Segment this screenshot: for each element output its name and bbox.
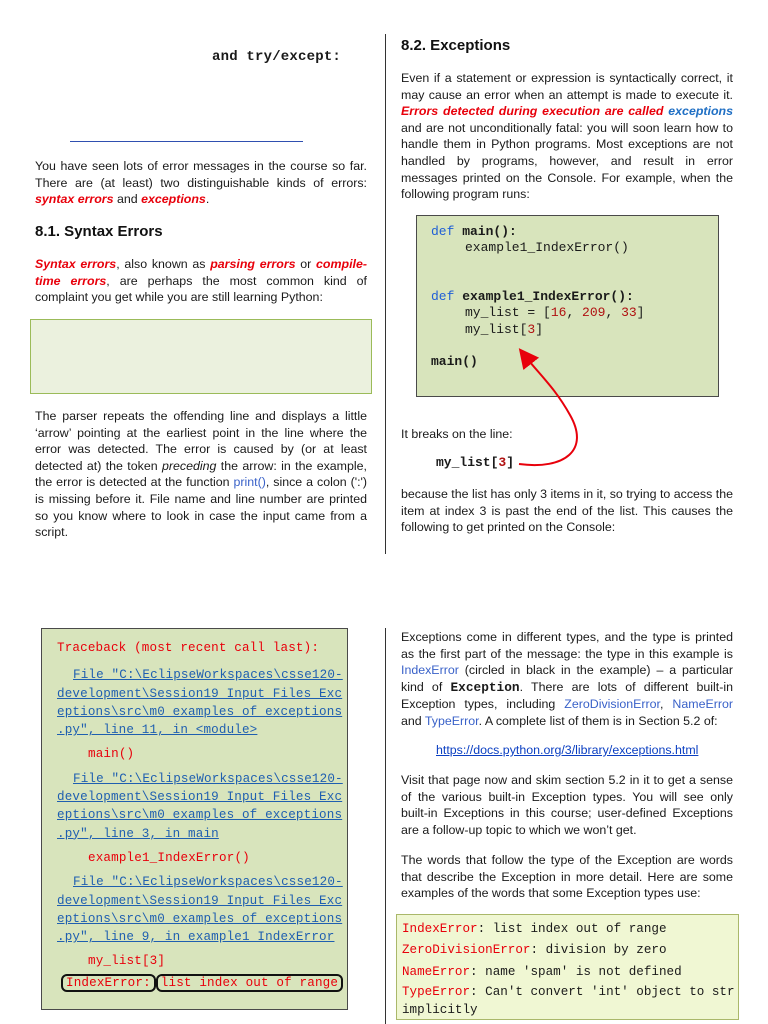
example-nameerror: NameError: name 'spam' is not defined — [402, 964, 682, 979]
column-divider-top — [385, 34, 386, 554]
syntax-errors-paragraph: Syntax errors, also known as parsing errors or compile-time errors, are perhaps the most common kind of complaint you get while you are still learning Python: — [35, 257, 367, 305]
traceback-file-link[interactable]: .py", line 3, in main — [57, 826, 219, 841]
traceback-error-line — [61, 974, 347, 992]
code-line-call-example: example1_IndexError() — [465, 240, 629, 256]
traceback-file-link[interactable]: File "C:\EclipseWorkspaces\csse120- — [73, 875, 343, 890]
syntax-example-box — [30, 319, 372, 394]
visit-page-paragraph: Visit that page now and skim section 5.2 in it to get a sense of the various built-in Exception types. You will see only built-in Exceptions in this course; user-defined Exceptions are a follow-up topic to which we won’t get. — [401, 773, 733, 837]
traceback-file-link[interactable]: development\Session19 Input Files Exc — [57, 686, 343, 701]
traceback-file-link[interactable]: .py", line 9, in example1 IndexError — [57, 930, 335, 945]
code-line-list-assign: my_list = [16, 209, 33] — [465, 305, 645, 321]
error-type-circled: IndexError: — [61, 974, 156, 992]
traceback-code-line: example1_IndexError() — [88, 850, 250, 865]
column-divider-bottom — [385, 628, 386, 1024]
traceback-frame-3 — [57, 873, 347, 946]
traceback-file-link[interactable]: File "C:\EclipseWorkspaces\csse120- — [73, 668, 343, 683]
example-zerodivisionerror: ZeroDivisionError: division by zero — [402, 943, 667, 958]
break-line-code: my_list[3] — [436, 455, 515, 470]
traceback-header: Traceback (most recent call last): — [57, 641, 320, 655]
example-indexerror: IndexError: list index out of range — [402, 922, 667, 936]
traceback-file-link[interactable]: eptions\src\m0_examples_of_exceptions — [57, 704, 343, 719]
exceptions-intro-paragraph: Even if a statement or expression is syntactically correct, it may cause an error when an attempt is made to execute it. Errors detected during execution are called exceptions and are not unconditionally fatal: you will soon learn how to handle them in Python programs. Most exceptions are not handled by programs, however, and result in error messages printed on the Console. For example, when the following program runs: — [401, 71, 733, 202]
traceback-frame-2 — [57, 770, 347, 843]
example-typeerror-wrap: implicitly — [402, 1002, 478, 1017]
heading-underline — [70, 141, 303, 142]
traceback-file-link[interactable]: eptions\src\m0 examples of exceptions — [57, 911, 343, 926]
traceback-file-link[interactable]: eptions\src\m0 examples of exceptions — [57, 808, 343, 823]
exception-examples-box — [396, 914, 739, 1020]
parser-paragraph: The parser repeats the offending line and displays a little ‘arrow’ pointing at the earliest point in the line where the error was detected. The error is caused by (or at least detected at) the token preceding the arrow: in the example, the error is detected at the function print(), since a colon (':') is missing before it. File name and line number are printed so you know where to look in case the input came from a script. — [35, 409, 367, 540]
traceback-file-link[interactable]: development\Session19 Input Files Exc — [57, 790, 343, 805]
traceback-code-line: main() — [88, 747, 135, 762]
section-8-1-title: 8.1. Syntax Errors — [35, 223, 163, 240]
error-message-circled: list index out of range — [156, 974, 343, 992]
traceback-file-link[interactable]: File "C:\EclipseWorkspaces\csse120- — [73, 771, 343, 786]
code-line-main-call: main() — [431, 354, 478, 370]
code-line-def-main: def main(): — [431, 224, 517, 239]
traceback-box — [41, 628, 348, 1010]
because-paragraph: because the list has only 3 items in it, so trying to access the item at index 3 is past the end of the list. This causes the following to get printed on the Console: — [401, 487, 733, 535]
exception-types-paragraph: Exceptions come in different types, and the type is printed as the first part of the message: the type in this example is IndexError (circled in black in the example) – a particular kind of Exception. There are lots of different built-in Exception types, including ZeroDivisionError, NameError and TypeError. A complete list of them is in Section 5.2 of: — [401, 630, 733, 728]
intro-paragraph: You have seen lots of error messages in the course so far. There are (at least) two distinguishable kinds of errors: syntax errors and exceptions. — [35, 159, 367, 207]
section-8-2-title: 8.2. Exceptions — [401, 37, 511, 54]
code-line-index: my_list[3] — [465, 321, 544, 337]
heading-fragment: and try/except: — [212, 49, 342, 65]
traceback-file-link[interactable]: .py", line 11, in <module> — [57, 723, 258, 738]
breaks-on-label: It breaks on the line: — [401, 427, 513, 441]
traceback-file-link[interactable]: development\Session19 Input Files Exc — [57, 893, 343, 908]
example-typeerror: TypeError: Can't convert 'int' object to str — [402, 984, 735, 999]
code-line-def-example: def example1_IndexError(): — [431, 289, 634, 305]
python-docs-link[interactable]: https://docs.python.org/3/library/exceptions.html — [436, 743, 699, 757]
traceback-code-line: my_list[3] — [88, 954, 166, 969]
traceback-frame-1 — [57, 666, 347, 739]
words-follow-paragraph: The words that follow the type of the Exception are words that describe the Exception in more detail. Here are some examples of the words that some Exception types use: — [401, 853, 733, 901]
arrow-pointer-icon — [495, 340, 605, 470]
